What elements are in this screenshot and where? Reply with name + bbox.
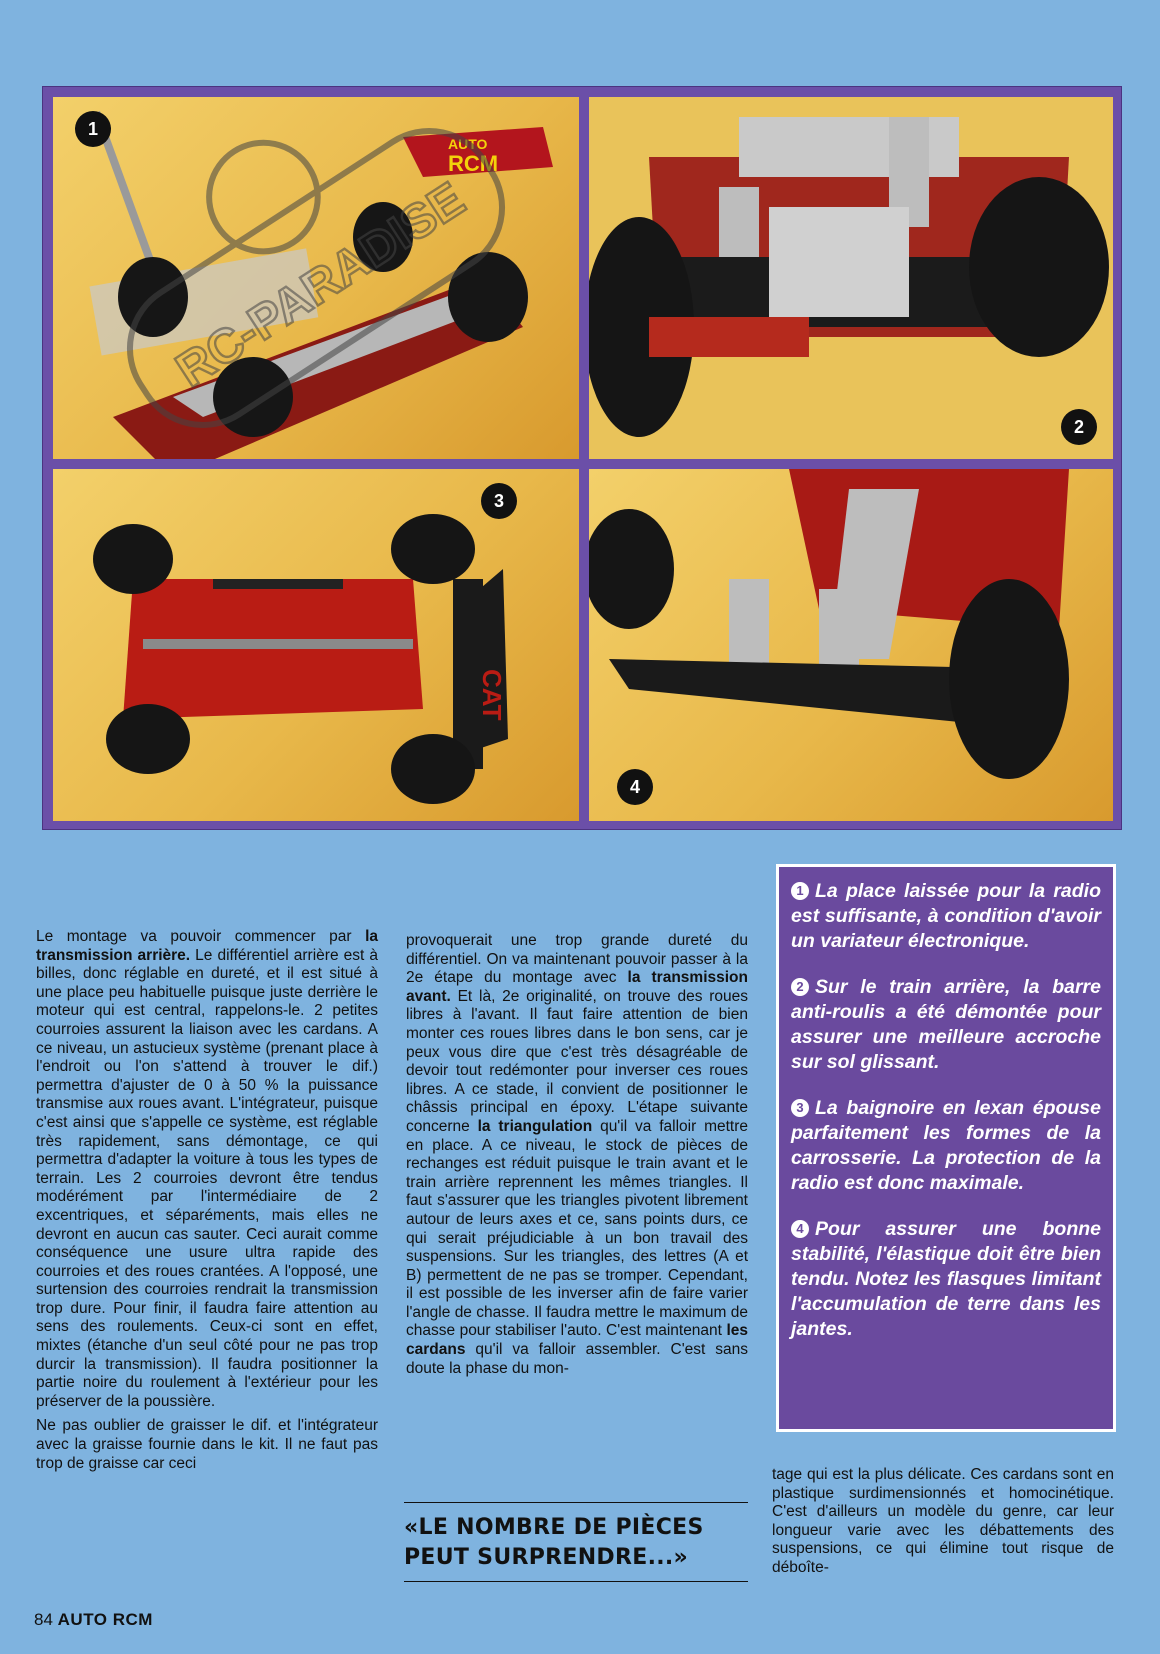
- caption-text: Sur le train arrière, la barre anti-roulis a été démontée pour assurer une meilleure accroche sur sol glissant.: [791, 976, 1101, 1073]
- caption-2: [791, 975, 1101, 1075]
- photo-number-badge: 2: [1061, 409, 1097, 445]
- photo-number-badge: 1: [75, 111, 111, 147]
- photo-4-front-suspension: [589, 469, 1113, 821]
- page-footer: [34, 1610, 153, 1630]
- caption-number: 2: [791, 978, 809, 996]
- article-column-1: [36, 928, 378, 1479]
- text-run: provoquerait une trop grande dureté du différentiel. On va maintenant pouvoir passer à la 2e étape du montage avec: [406, 932, 748, 987]
- photo-captions-box: [776, 864, 1116, 1432]
- paragraph: [36, 928, 378, 1411]
- photo-number-badge: 3: [481, 483, 517, 519]
- caption-4: [791, 1217, 1101, 1342]
- caption-3: [791, 1096, 1101, 1196]
- buggy-illustration-2: [589, 97, 1113, 459]
- caption-text: Pour assurer une bonne stabilité, l'élastique doit être bien tendu. Notez les flasques limitant l'accumulation de terre dans les jantes.: [791, 1218, 1101, 1340]
- photo-2-rear-train: [589, 97, 1113, 459]
- caption-number: 3: [791, 1099, 809, 1117]
- buggy-illustration-3: [53, 469, 579, 821]
- article-column-2: [406, 932, 748, 1384]
- paragraph: Ne pas oublier de graisser le dif. et l'intégrateur avec la graisse fournie dans le kit. Il ne faut pas trop de graisse car ceci: [36, 1417, 378, 1472]
- wing-logo-main: RCM: [448, 151, 499, 176]
- photo-number-badge: 4: [617, 769, 653, 805]
- pull-quote: «LE NOMBRE DE PIÈCES PEUT SURPRENDRE...»: [404, 1502, 748, 1582]
- watermark-text: RC-PARADISE: [166, 171, 475, 398]
- body-lettering: CAT: [477, 669, 507, 721]
- text-run: Le différentiel arrière est à billes, donc réglable en dureté, et il est situé à une place peu habituelle puisque juste derrière le moteur qui est central, rappelons-le. 2 petites courroies assurent la liaison avec les cardans. A ce niveau, un astucieux système (prenant place à l'endroit ou l'on s'attend à trouver le dif.) permettra d'ajuster de 0 à 50 % la puissance transmise aux roues avant. L'intégrateur, puisque c'est ainsi que s'appelle ce système, est réglable très rapidement, sans démontage, ce qui permettra d'adapter la voiture à tous les types de terrain. Les 2 courroies devront être tendus modérément par l'intermédiaire de 2 excentriques, et séparéments, mais elles ne devront en aucun cas sauter. Ceci aurait comme conséquence une usure ultra rapide des courroies et des roues crantées. A l'opposé, une surtension des courroies rendrait la transmission trop dure. Pour finir, il faudra faire attention au sens des roulements. Ceux-ci sont en effet, mixtes (étanche d'un seul côté pour ne pas trop durcir la transmission). Il faudra positionner la partie noire du roulement à l'extérieur pour les préserver de la poussière.: [36, 946, 378, 1410]
- bold-heading-run: la transmission arrière.: [36, 928, 378, 964]
- photo-1-buggy-radio-space: [53, 97, 579, 459]
- text-run: qu'il va falloir mettre en place. A ce niveau, le stock de pièces de rechanges est réduit puisque le train avant et le train arrière reprennent les mêmes triangles. Il faut s'assurer que les triangles pivotent librement autour de leurs axes et ce, sans points durs, ce qui serait préjudiciable à un bon travail des suspensions. Sur les triangles, des lettres (A et B) permettent de ne pas se tromper. Cependant, il est possible de les inverser afin de faire varier l'angle de chasse. Il faudra mettre le maximum de chasse pour stabiliser l'auto. C'est maintenant: [406, 1117, 748, 1340]
- caption-text: La place laissée pour la radio est suffisante, à condition d'avoir un variateur électronique.: [791, 880, 1101, 952]
- buggy-illustration-4: [589, 469, 1113, 821]
- bold-heading-run: les cardans: [406, 1322, 748, 1359]
- photo-grid: [42, 86, 1122, 830]
- text-run: qu'il va falloir assembler. C'est sans doute la phase du mon-: [406, 1341, 748, 1377]
- bold-heading-run: la triangulation: [477, 1117, 593, 1135]
- text-run: Le montage va pouvoir commencer par: [36, 928, 366, 945]
- bold-heading-run: la transmission avant.: [406, 969, 748, 1005]
- photo-3-lexan-tub: [53, 469, 579, 821]
- text-run: Et là, 2e originalité, on trouve des roues libres à l'avant. Il faut faire attention de bien monter ces roues libres dans le bon sens, car je peux vous dire que c'est très désagréable de devoir tout redémonter pour inverser ces roues libres. A ce stade, il convient de positionner le châssis principal en époxy. L'étape suivante concerne: [406, 987, 748, 1135]
- paragraph: [406, 932, 748, 1378]
- paragraph: tage qui est la plus délicate. Ces cardans sont en plastique surdimensionnés et homocinétique. C'est d'ailleurs un modèle du genre, car leur longueur varie avec les débattements des suspensions, ce qui élimine tout risque de déboîte-: [772, 1466, 1114, 1576]
- wing-logo-top: AUTO: [448, 136, 488, 152]
- article-column-3: [772, 1466, 1114, 1584]
- page-number: 84: [34, 1610, 53, 1629]
- caption-1: [791, 879, 1101, 954]
- magazine-name: AUTO RCM: [57, 1610, 153, 1629]
- caption-number: 1: [791, 882, 809, 900]
- caption-number: 4: [791, 1220, 809, 1238]
- caption-text: La baignoire en lexan épouse parfaitement les formes de la carrosserie. La protection de la radio est donc maximale.: [791, 1097, 1101, 1194]
